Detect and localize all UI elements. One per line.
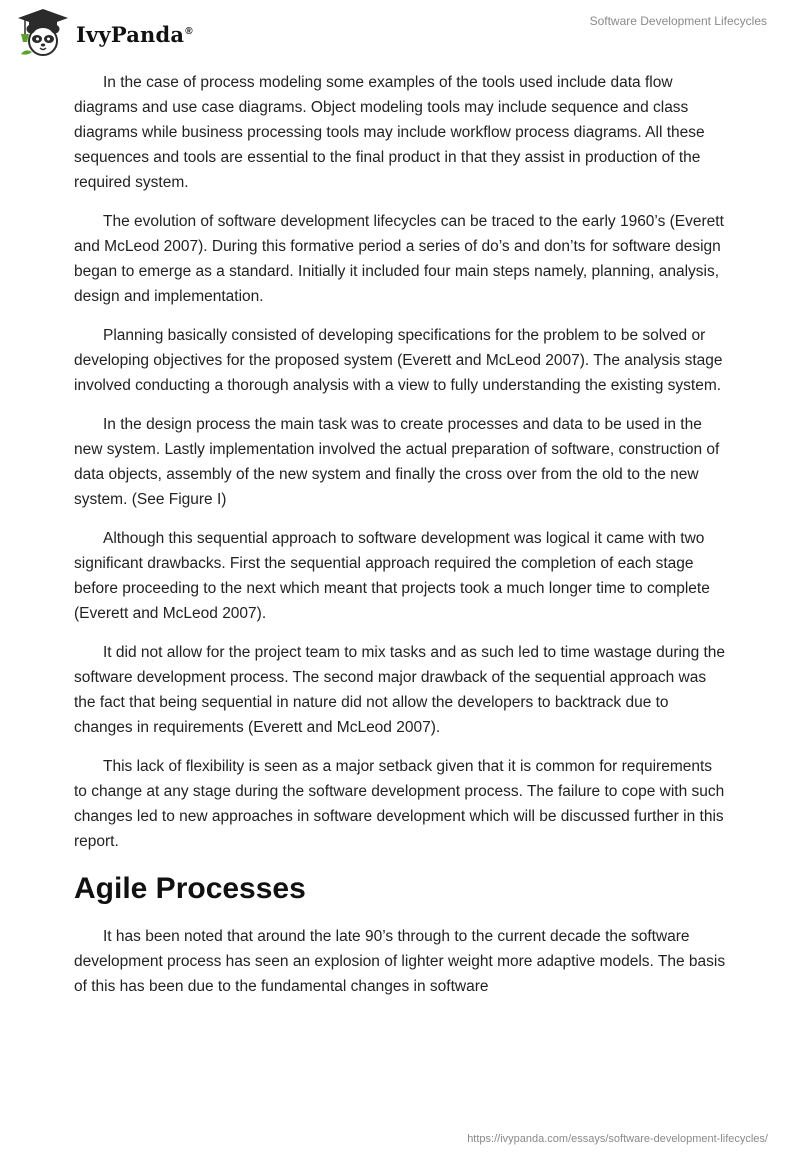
body-paragraph: This lack of flexibility is seen as a major setback given that it is common for requirements to change at any stage during the software development process. The failure to cope with such changes led to new approaches in software development which will be discussed further in this report. — [74, 758, 725, 850]
body-paragraph: Although this sequential approach to software development was logical it came with two significant drawbacks. First the sequential approach required the completion of each stage before proceeding to the next which meant that projects took a much longer time to complete (Everett and McLeod 2007). — [74, 530, 710, 622]
body-paragraph: The evolution of software development lifecycles can be traced to the early 1960’s (Everett and McLeod 2007). During this formative period a series of do’s and don’ts for software design began to emerge as a standard. Initially it included four main steps namely, planning, analysis, design and implementation. — [74, 213, 724, 305]
body-paragraph: In the case of process modeling some examples of the tools used include data flow diagrams and use case diagrams. Object modeling tools may include sequence and class diagrams while business processing tools may include workflow process diagrams. All these sequences and tools are essential to the final product in that they assist in production of the required system. — [74, 74, 705, 191]
essay-content — [74, 70, 726, 1013]
section-heading: Agile Processes — [74, 872, 306, 905]
ivypanda-logo[interactable] — [16, 8, 193, 58]
document-title: Software Development Lifecycles — [589, 14, 767, 28]
page-header — [0, 0, 800, 64]
footer-source-url[interactable]: https://ivypanda.com/essays/software-development-lifecycles/ — [467, 1133, 768, 1145]
body-paragraph: It did not allow for the project team to mix tasks and as such led to time wastage during the software development process. The second major drawback of the sequential approach was the fact that being sequential in nature did not allow the developers to backtrack due to changes in requirements (Everett and McLeod 2007). — [74, 644, 726, 736]
panda-graduate-icon — [16, 8, 70, 58]
body-paragraph: In the design process the main task was to create processes and data to be used in the new system. Lastly implementation involved the actual preparation of software, construction of data objects, assembly of the new system and finally the cross over from the old to the new system. (See Figure I) — [74, 416, 720, 508]
body-paragraph: It has been noted that around the late 90’s through to the current decade the software development process has seen an explosion of lighter weight more adaptive models. The basis of this has been due to the fundamental changes in software — [74, 928, 726, 995]
registered-mark: ® — [185, 25, 193, 37]
body-paragraph: Planning basically consisted of developing specifications for the problem to be solved or developing objectives for the proposed system (Everett and McLeod 2007). The analysis stage involved conducting a thorough analysis with a view to fully understanding the existing system. — [74, 327, 723, 394]
logo-wordmark: IvyPanda® — [76, 21, 193, 47]
